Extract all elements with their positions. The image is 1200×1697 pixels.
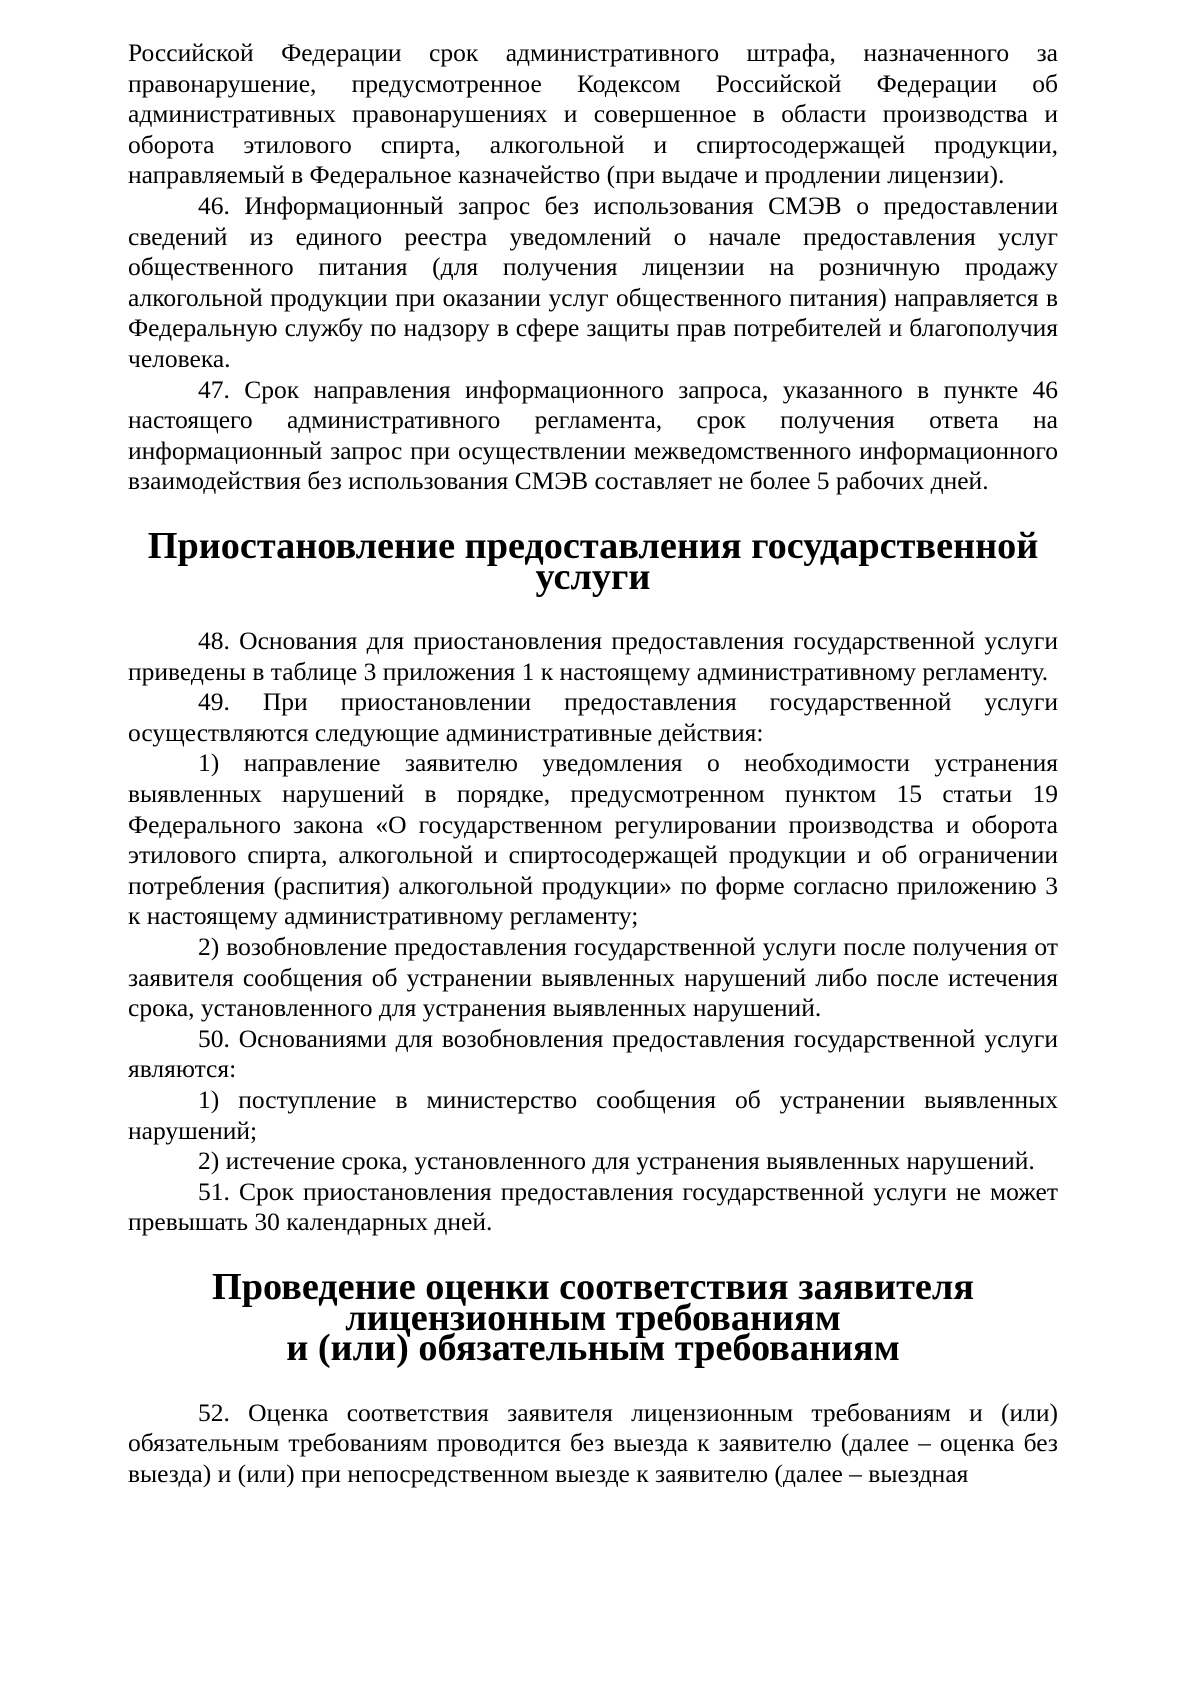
heading-line-1: Проведение оценки соответствия заявителя лицензионным требованиям bbox=[211, 1265, 974, 1339]
paragraph-49-item-2: 2) возобновление предоставления государственной услуги после получения от заявителя сообщения об устранении выявленных нарушений либо после истечения срока, установленного для устранения выявленных нарушений. bbox=[128, 932, 1058, 1023]
paragraph-50: 50. Основаниями для возобновления предоставления государственной услуги являются: bbox=[128, 1023, 1058, 1084]
paragraph-46: 46. Информационный запрос без использования СМЭВ о предоставлении сведений из единого реестра уведомлений о начале предоставления услуг общественного питания (для получения лицензии на розничную продажу алкогольной продукции при оказании услуг общественного питания) направляется в Федеральную службу по надзору в сфере защиты прав потребителей и благополучия человека. bbox=[128, 190, 1058, 373]
paragraph-51: 51. Срок приостановления предоставления государственной услуги не может превышать 30 календарных дней. bbox=[128, 1176, 1058, 1237]
paragraph-49: 49. При приостановлении предоставления государственной услуги осуществляются следующие административные действия: bbox=[128, 687, 1058, 747]
heading-line-2: и (или) обязательным требованиям bbox=[286, 1327, 900, 1370]
section-heading-suspension: Приостановление предоставления государственной услуги bbox=[147, 524, 1039, 598]
section-heading-assessment bbox=[128, 1265, 1058, 1370]
document-page bbox=[128, 38, 1058, 1490]
paragraph-49-item-1: 1) направление заявителю уведомления о необходимости устранения выявленных нарушений в порядке, предусмотренном пунктом 15 статьи 19 Федерального закона «О государственном регулировании производства и оборота этилового спирта, алкогольной и спиртосодержащей продукции и об ограничении потребления (распития) алкогольной продукции» по форме согласно приложению 3 к настоящему административному регламенту; bbox=[128, 748, 1058, 931]
paragraph-50-item-1: 1) поступление в министерство сообщения об устранении выявленных нарушений; bbox=[128, 1085, 1058, 1145]
paragraph-48: 48. Основания для приостановления предоставления государственной услуги приведены в таблице 3 приложения 1 к настоящему административному регламенту. bbox=[128, 626, 1058, 686]
paragraph-50-item-2: 2) истечение срока, установленного для устранения выявленных нарушений. bbox=[198, 1146, 1035, 1176]
paragraph-47: 47. Срок направления информационного запроса, указанного в пункте 46 настоящего административного регламента, срок получения ответа на информационный запрос при осуществлении межведомственного информационного взаимодействия без использования СМЭВ составляет не более 5 рабочих дней. bbox=[128, 374, 1058, 496]
paragraph-52: 52. Оценка соответствия заявителя лицензионным требованиям и (или) обязательным требованиям проводится без выезда к заявителю (далее – оценка без выезда) и (или) при непосредственном выезде к заявителю (далее – выездная bbox=[128, 1397, 1058, 1488]
paragraph-continuation: Российской Федерации срок административного штрафа, назначенного за правонарушение, предусмотренное Кодексом Российской Федерации об административных правонарушениях и совершенное в области производства и оборота этилового спирта, алкогольной и спиртосодержащей продукции, направляемый в Федеральное казначейство (при выдаче и продлении лицензии). bbox=[128, 38, 1058, 190]
